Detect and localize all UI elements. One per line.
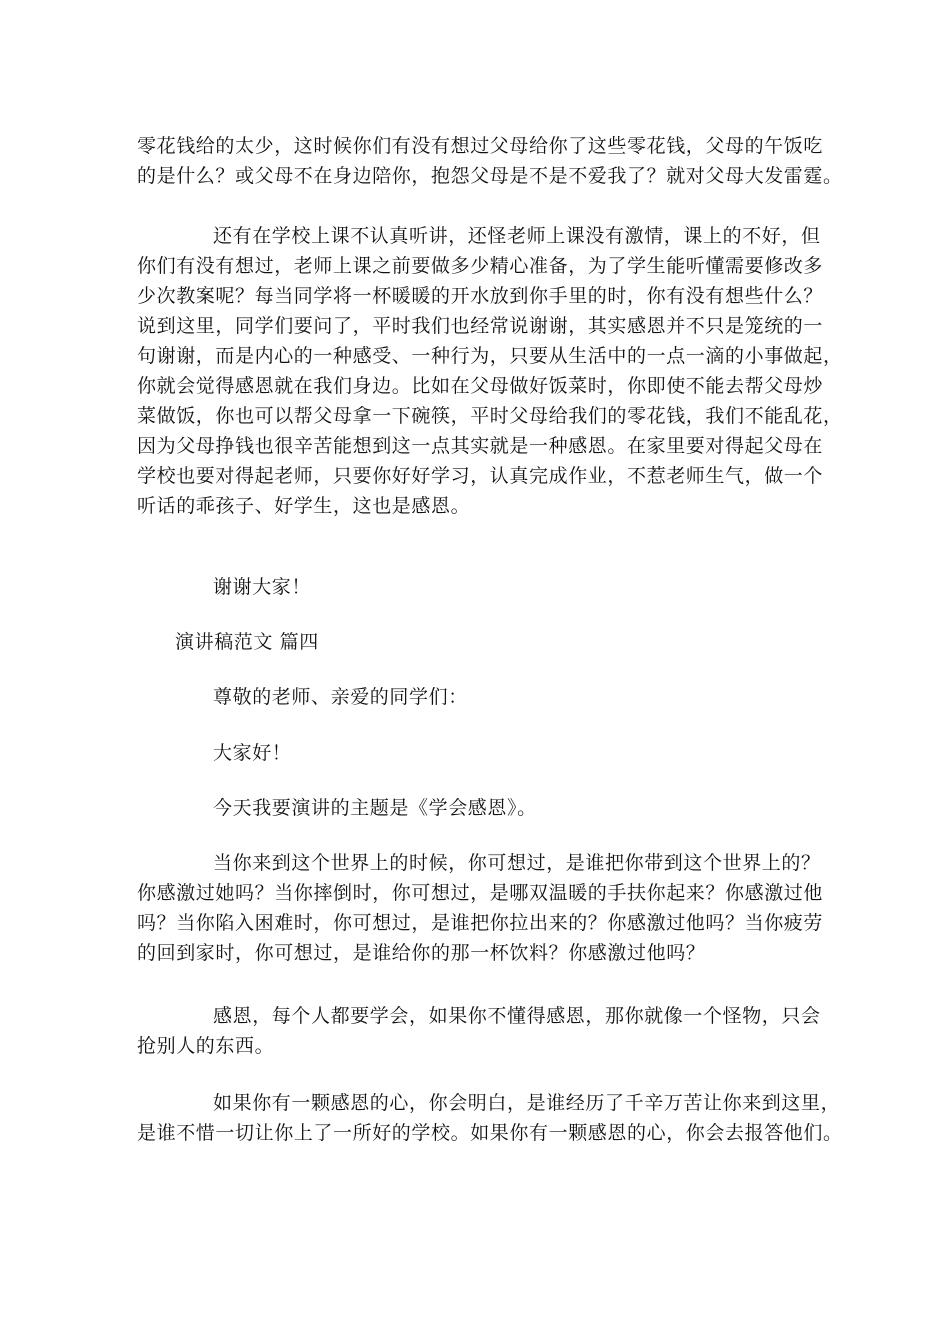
text-line: 你们有没有想过，老师上课之前要做多少精心准备，为了学生能听懂需要修改多 bbox=[137, 255, 824, 277]
text-line: 是谁不惜一切让你上了一所好的学校。如果你有一颗感恩的心，你会去报答他们。 bbox=[137, 1122, 843, 1144]
text-line: 菜做饭，你也可以帮父母拿一下碗筷，平时父母给我们的零花钱，我们不能乱花， bbox=[137, 405, 843, 427]
paragraph-thanks bbox=[137, 572, 827, 602]
text-line: 学校也要对得起老师，只要你好好学习，认真完成作业，不惹老师生气，做一个 bbox=[137, 465, 824, 487]
paragraph-topic bbox=[137, 793, 827, 823]
paragraph-1 bbox=[137, 131, 843, 191]
paragraph-5 bbox=[137, 1088, 843, 1148]
text-line: 谢谢大家！ bbox=[213, 576, 312, 598]
text-line: 抢别人的东西。 bbox=[137, 1035, 275, 1057]
paragraph-salutation bbox=[137, 682, 827, 712]
text-line: 少次教案呢？每当同学将一杯暖暖的开水放到你手里的时，你有没有想些什么？ bbox=[137, 285, 824, 307]
text-line: 的是什么？或父母不在身边陪你，抱怨父母是不是不爱我了？就对父母大发雷霆。 bbox=[137, 165, 843, 187]
text-line: 因为父母挣钱也很辛苦能想到这一点其实就是一种感恩。在家里要对得起父母在 bbox=[137, 435, 824, 457]
text-line: 感恩，每个人都要学会，如果你不懂得感恩，那你就像一个怪物，只会 bbox=[213, 1005, 821, 1027]
text-line: 听话的乖孩子、好学生，这也是感恩。 bbox=[137, 495, 471, 517]
text-line: 吗？当你陷入困难时，你可想过，是谁把你拉出来的？你感激过他吗？当你疲劳 bbox=[137, 912, 824, 934]
text-line: 还有在学校上课不认真听讲，还怪老师上课没有激情，课上的不好，但 bbox=[213, 225, 821, 247]
section-heading bbox=[137, 627, 827, 657]
text-line: 你感激过她吗？当你摔倒时，你可想过，是哪双温暖的手扶你起来？你感激过他 bbox=[137, 882, 824, 904]
text-line: 你就会觉得感恩就在我们身边。比如在父母做好饭菜时，你即使不能去帮父母炒 bbox=[137, 375, 824, 397]
paragraph-3 bbox=[137, 848, 827, 968]
paragraph-2 bbox=[137, 221, 843, 521]
text-line: 句谢谢，而是内心的一种感受、一种行为，只要从生活中的一点一滴的小事做起， bbox=[137, 345, 843, 367]
text-line: 零花钱给的太少，这时候你们有没有想过父母给你了这些零花钱，父母的午饭吃 bbox=[137, 135, 824, 157]
text-line: 如果你有一颗感恩的心，你会明白，是谁经历了千辛万苦让你来到这里， bbox=[213, 1092, 841, 1114]
text-line: 大家好！ bbox=[213, 742, 292, 764]
text-line: 当你来到这个世界上的时候，你可想过，是谁把你带到这个世界上的？ bbox=[213, 852, 821, 874]
text-line: 今天我要演讲的主题是《学会感恩》。 bbox=[213, 797, 537, 819]
paragraph-4 bbox=[137, 1001, 827, 1061]
text-line: 尊敬的老师、亲爱的同学们： bbox=[213, 686, 468, 708]
heading-text: 演讲稿范文 篇四 bbox=[175, 631, 319, 653]
text-line: 的回到家时，你可想过，是谁给你的那一杯饮料？你感激过他吗？ bbox=[137, 942, 706, 964]
text-line: 说到这里，同学们要问了，平时我们也经常说谢谢，其实感恩并不只是笼统的一 bbox=[137, 315, 824, 337]
paragraph-greeting bbox=[137, 738, 827, 768]
